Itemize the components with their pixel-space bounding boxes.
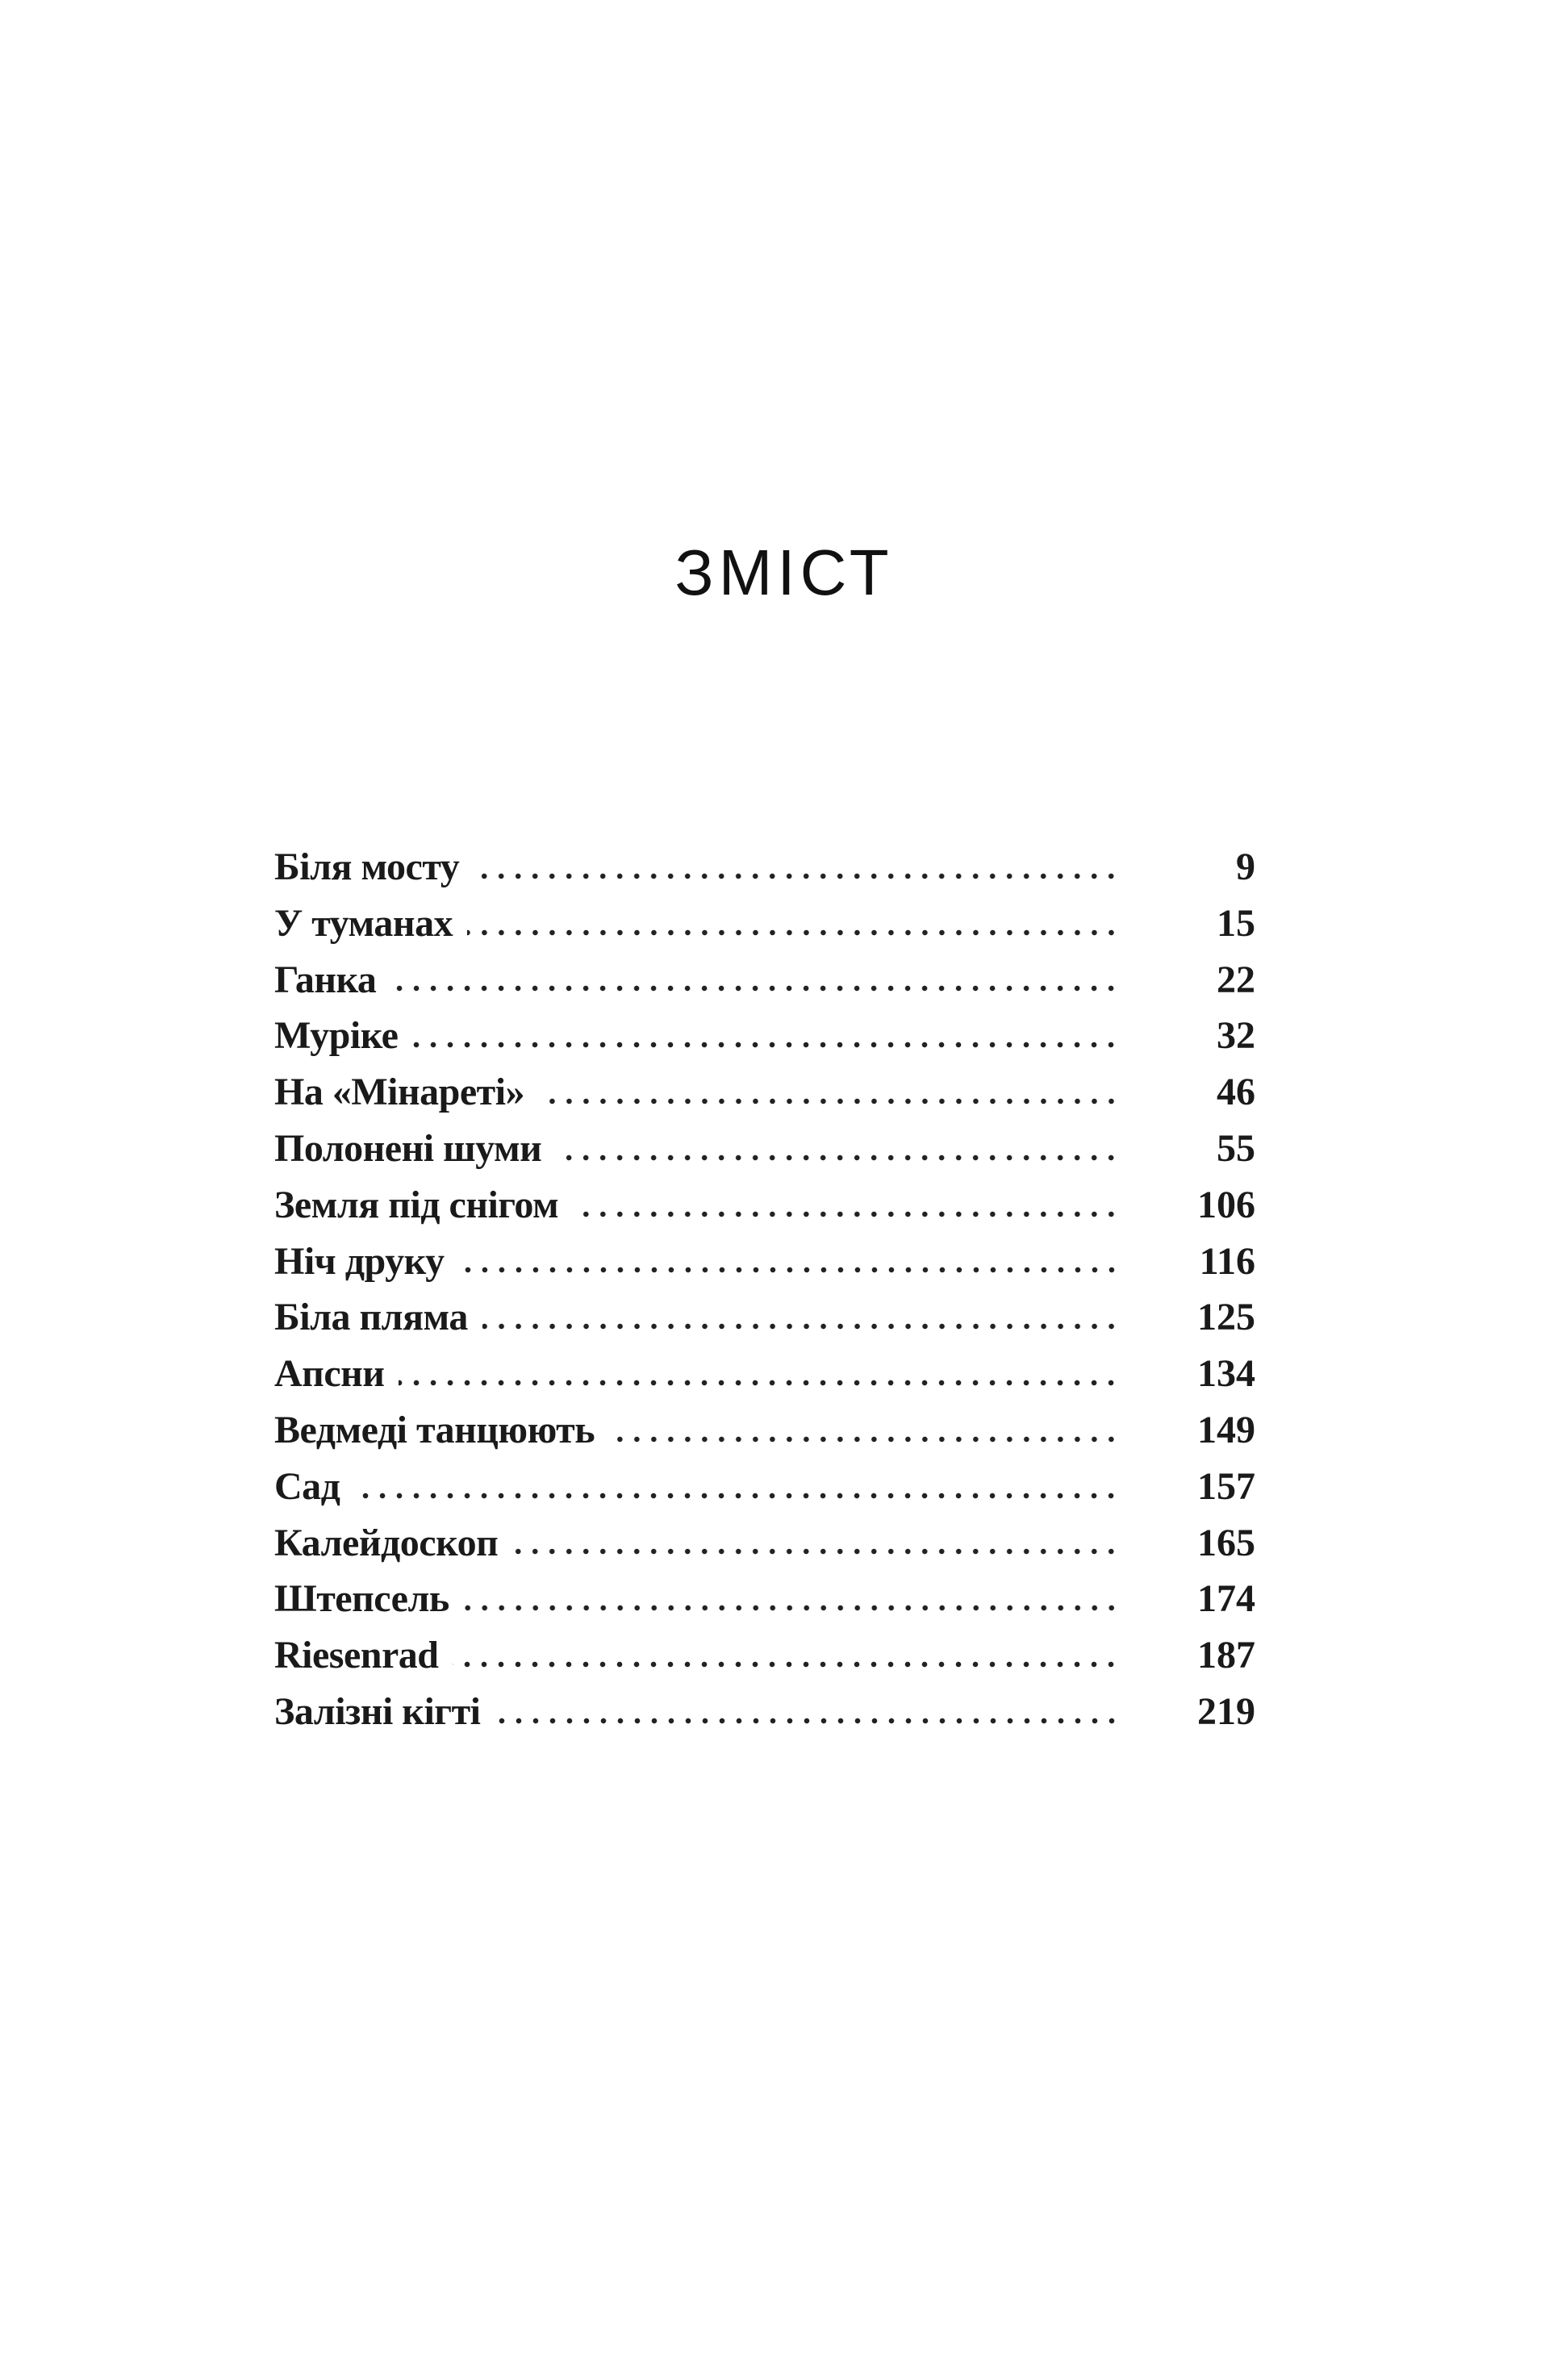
toc-entry-page: 174: [1197, 1577, 1255, 1621]
table-of-contents: [274, 839, 1255, 1740]
toc-entry-page: 149: [1197, 1408, 1255, 1451]
dot-leader: [573, 1210, 1120, 1218]
dot-leader: [464, 1604, 1120, 1612]
toc-entry-title: Ганка: [274, 958, 377, 1001]
toc-entry[interactable]: [274, 1121, 1255, 1177]
toc-entry-page: 116: [1199, 1239, 1255, 1283]
dot-leader: [412, 1041, 1120, 1049]
toc-entry-title: На «Мінареті»: [274, 1071, 525, 1114]
toc-entry[interactable]: [274, 1346, 1255, 1402]
toc-entry-title: Земля під снігом: [274, 1183, 559, 1226]
toc-entry-page: 125: [1197, 1296, 1255, 1339]
toc-entry-title: Біла пляма: [274, 1296, 468, 1339]
toc-entry-title: Апсни: [274, 1352, 385, 1396]
toc-entry[interactable]: [274, 1571, 1255, 1627]
dot-leader: [453, 1660, 1120, 1668]
toc-entry-page: 187: [1197, 1634, 1255, 1677]
page-title: ЗМІСТ: [674, 537, 894, 608]
toc-entry-title: Ведмеді танцюють: [274, 1408, 595, 1451]
toc-entry-title: Залізні кігті: [274, 1689, 481, 1733]
toc-entry-page: 32: [1217, 1014, 1255, 1058]
toc-entry-title: У туманах: [274, 901, 453, 945]
dot-leader: [390, 984, 1120, 992]
toc-entry-page: 55: [1217, 1126, 1255, 1170]
toc-entry[interactable]: [274, 1064, 1255, 1121]
dot-leader: [556, 1154, 1120, 1162]
toc-entry-page: 165: [1197, 1521, 1255, 1564]
toc-entry[interactable]: [274, 1008, 1255, 1064]
dot-leader: [354, 1492, 1120, 1500]
dot-leader: [459, 1266, 1120, 1274]
toc-entry[interactable]: [274, 1627, 1255, 1684]
dot-leader: [512, 1547, 1120, 1555]
dot-leader: [467, 929, 1120, 937]
toc-entry[interactable]: [274, 839, 1255, 896]
toc-entry[interactable]: [274, 1177, 1255, 1234]
toc-entry-title: Біля мосту: [274, 846, 460, 888]
toc-entry[interactable]: [274, 1684, 1255, 1740]
toc-entry-title: Калейдоскоп: [274, 1521, 499, 1564]
toc-entry[interactable]: [274, 1289, 1255, 1346]
toc-entry-title: Полонені шуми: [274, 1126, 542, 1170]
dot-leader: [539, 1097, 1120, 1105]
toc-entry-title: Штепсель: [274, 1577, 449, 1621]
dot-leader: [609, 1435, 1120, 1443]
dot-leader: [399, 1379, 1120, 1387]
toc-entry[interactable]: [274, 1515, 1255, 1572]
toc-entry[interactable]: [274, 896, 1255, 952]
toc-entry-title: Riesenrad: [274, 1634, 439, 1677]
toc-entry-title: Ніч друку: [274, 1239, 445, 1283]
toc-entry[interactable]: [274, 1459, 1255, 1515]
toc-entry-page: 106: [1197, 1183, 1255, 1226]
toc-entry-page: 22: [1217, 958, 1255, 1001]
toc-entry-page: 157: [1197, 1464, 1255, 1508]
dot-leader: [474, 872, 1120, 880]
dot-leader: [495, 1717, 1120, 1725]
toc-entry[interactable]: [274, 1402, 1255, 1459]
toc-entry-page: 15: [1217, 901, 1255, 945]
toc-entry-title: Муріке: [274, 1014, 399, 1058]
toc-entry-page: 219: [1197, 1689, 1255, 1733]
dot-leader: [482, 1322, 1120, 1330]
toc-entry-page: 134: [1197, 1352, 1255, 1396]
toc-entry-title: Сад: [274, 1464, 340, 1508]
toc-entry[interactable]: [274, 1234, 1255, 1290]
toc-entry-page: 9: [1236, 846, 1255, 888]
toc-entry[interactable]: [274, 952, 1255, 1008]
toc-entry-page: 46: [1217, 1071, 1255, 1114]
